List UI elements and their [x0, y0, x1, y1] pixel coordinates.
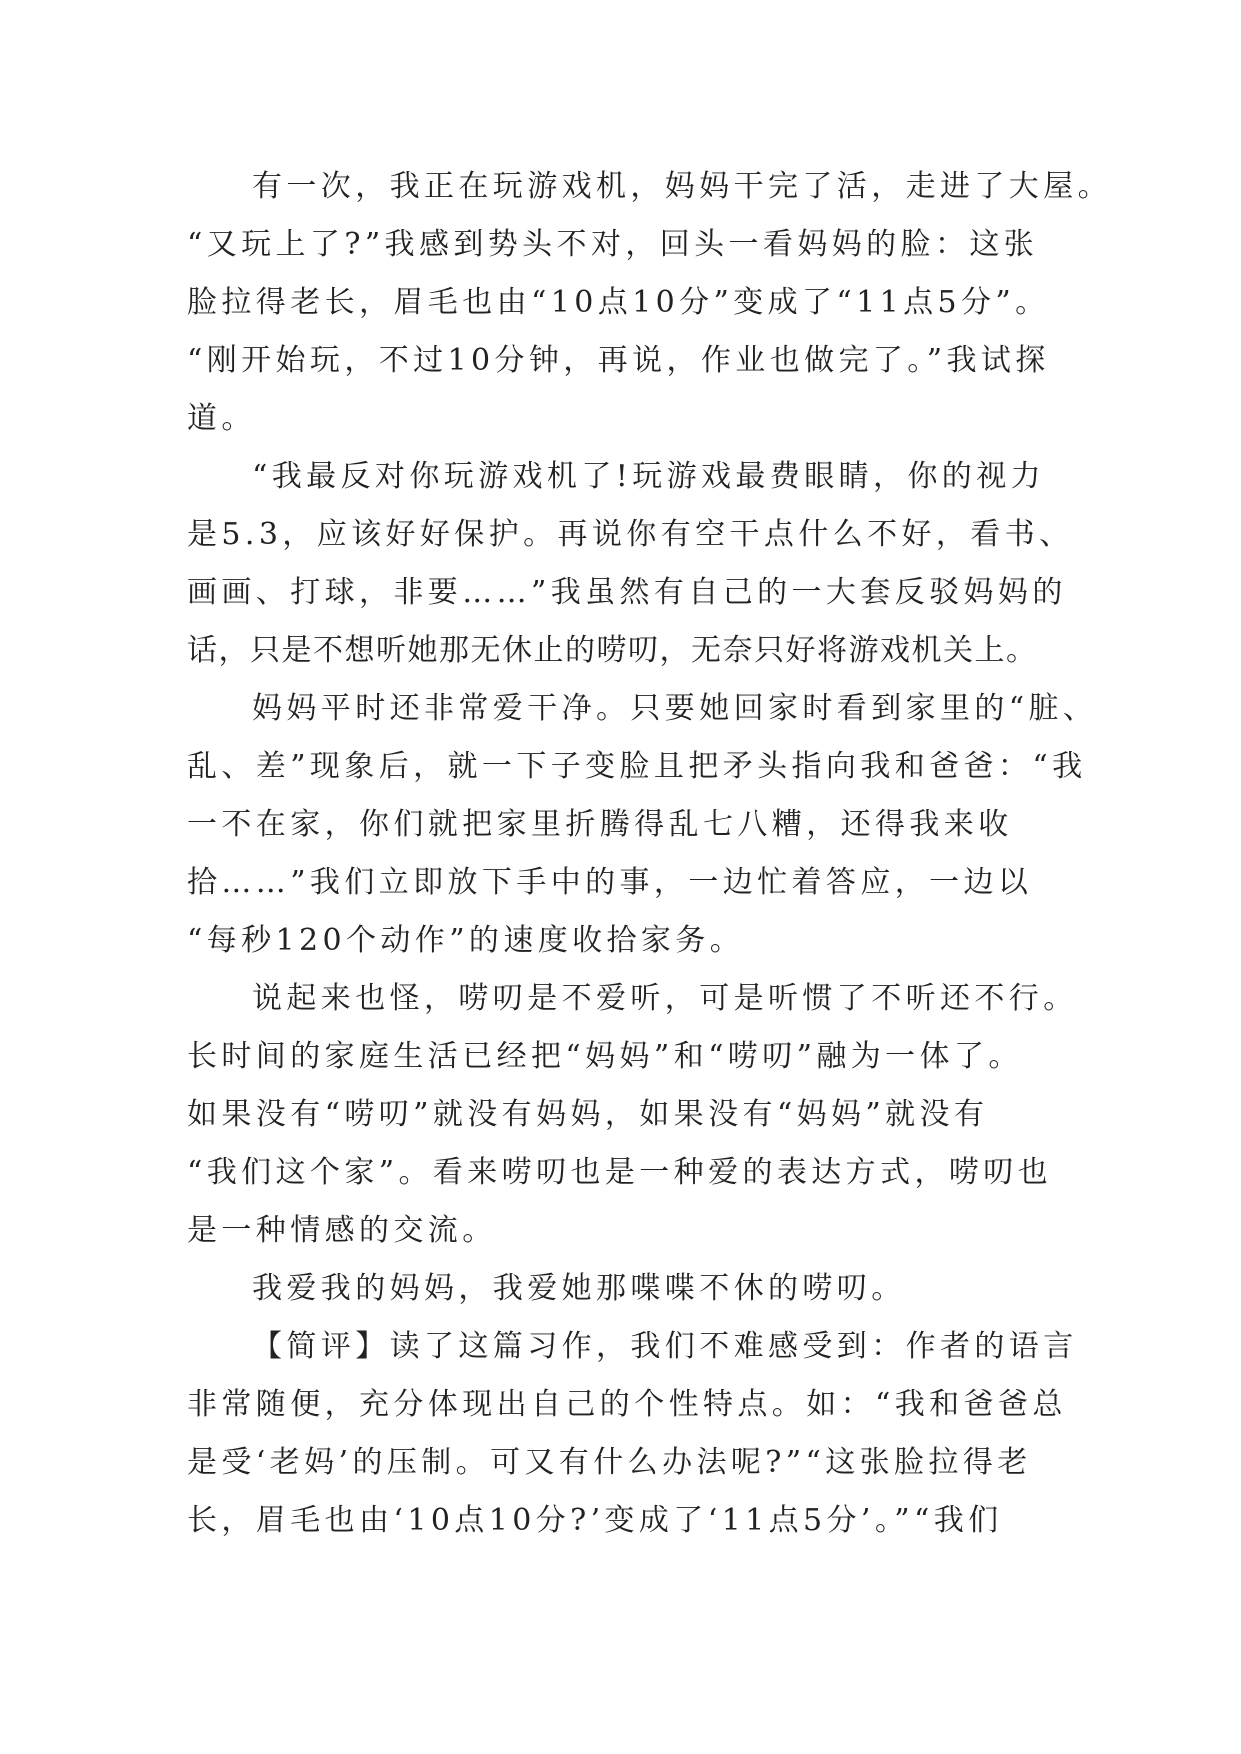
text-line: 长，眉毛也由‘10点10分?’变成了‘11点5分’。”“我们: [187, 1503, 1003, 1538]
text-line: 是一种情感的交流。: [187, 1213, 497, 1248]
text-line: 画画、打球，非要……”我虽然有自己的一大套反驳妈妈的: [187, 575, 1067, 610]
text-line: 脸拉得老长，眉毛也由“10点10分”变成了“11点5分”。: [187, 285, 1050, 320]
text-line: 如果没有“唠叨”就没有妈妈，如果没有“妈妈”就没有: [187, 1097, 989, 1132]
text-line: “刚开始玩，不过10分钟，再说，作业也做完了。”我试探: [187, 343, 1050, 378]
text-line: 是受‘老妈’的压制。可又有什么办法呢?”“这张脸拉得老: [187, 1445, 1032, 1480]
text-line: 妈妈平时还非常爱干净。只要她回家时看到家里的“脏、: [252, 691, 1098, 726]
text-line: 是5.3，应该好好保护。再说你有空干点什么不好，看书、: [187, 517, 1074, 552]
text-line: “又玩上了?”我感到势头不对，回头一看妈妈的脸：这张: [187, 227, 1039, 262]
text-line: 有一次，我正在玩游戏机，妈妈干完了活，走进了大屋。: [252, 169, 1112, 204]
text-line: “我最反对你玩游戏机了!玩游戏最费眼睛，你的视力: [252, 459, 1045, 494]
text-line: 【简评】读了这篇习作，我们不难感受到：作者的语言: [252, 1329, 1078, 1364]
text-line: “我们这个家”。看来唠叨也是一种爱的表达方式，唠叨也: [187, 1155, 1053, 1190]
text-line: 说起来也怪，唠叨是不爱听，可是听惯了不听还不行。: [252, 981, 1078, 1016]
text-line: 一不在家，你们就把家里折腾得乱七八糟，还得我来收: [187, 807, 1013, 842]
text-line: 长时间的家庭生活已经把“妈妈”和“唠叨”融为一体了。: [187, 1039, 1023, 1074]
text-line: 我爱我的妈妈，我爱她那喋喋不休的唠叨。: [252, 1271, 906, 1306]
text-line: 道。: [187, 401, 256, 436]
text-line: 拾……”我们立即放下手中的事，一边忙着答应，一边以: [187, 865, 1033, 900]
text-line: “每秒120个动作”的速度收拾家务。: [187, 923, 745, 958]
text-line: 非常随便，充分体现出自己的个性特点。如：“我和爸爸总: [187, 1387, 1067, 1422]
text-line: 话，只是不想听她那无休止的唠叨，无奈只好将游戏机关上。: [187, 633, 1038, 668]
text-line: 乱、差”现象后，就一下子变脸且把矛头指向我和爸爸：“我: [187, 749, 1087, 784]
